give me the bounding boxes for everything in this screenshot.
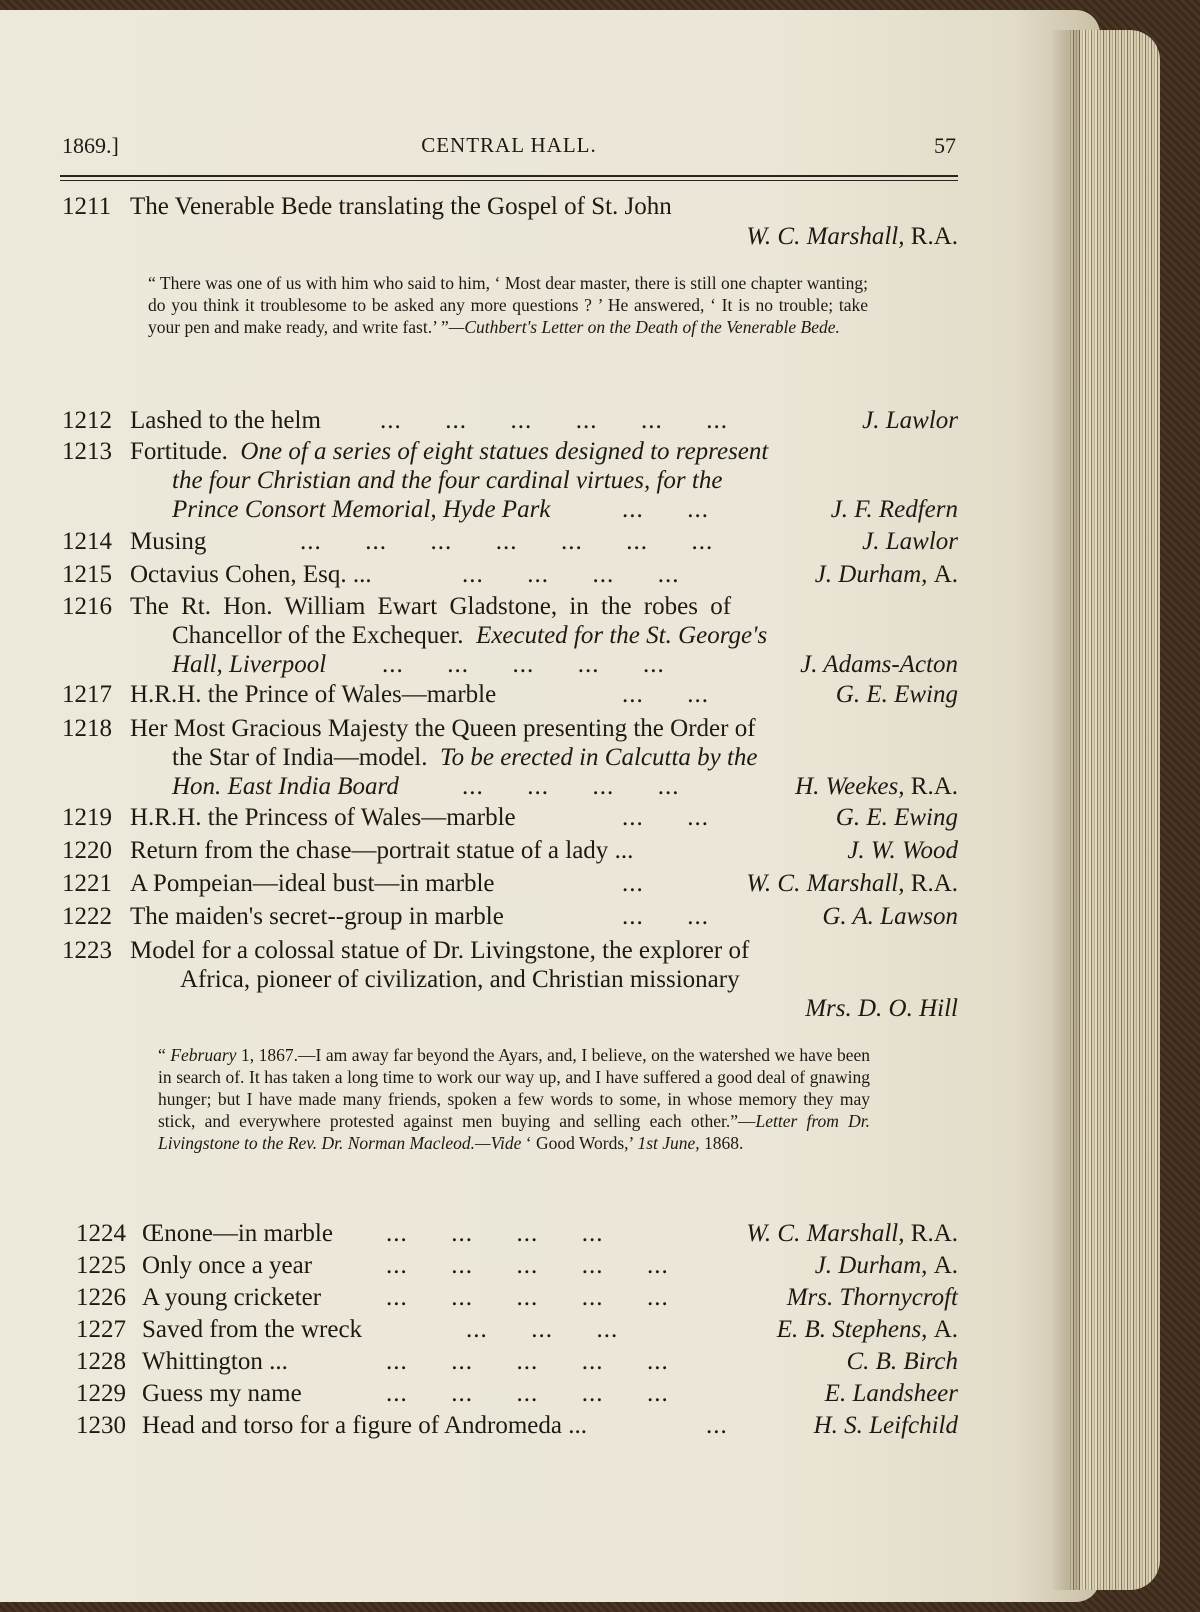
catalogue-entry: 1225 Only once a year ... ... ... ... ... J. Durham, A. (76, 1252, 958, 1279)
catalogue-entry: 1221 A Pompeian—ideal bust—in marble ... W. C. Marshall, R.A. (62, 870, 958, 897)
page-number: 57 (934, 133, 956, 158)
bede-quote: “ There was one of us with him who said to him, ‘ Most dear master, there is still one chapter wanting; do you think it troublesome to be asked any more questions ? ’ He answered, ‘ It is no trouble; take your pen and make ready, and write fast.’ ”—Cuthbert's Letter on the Death of the Venerable Bede. (148, 273, 868, 337)
header-rule (60, 175, 958, 177)
header-title: CENTRAL HALL. (421, 133, 597, 157)
header-year: 1869.] (62, 133, 119, 158)
livingstone-quote: “ February 1, 1867.—I am away far beyond the Ayars, and, I believe, on the watershed we have been in search of. It has taken a long time to work our way up, and I have suffered a good deal of gnawing hunger; but I have made many friends, spoken a few words to some, in whose memory they may stick, and everywhere protested against men buying and selling each other.”—Letter from Dr. Livingstone to the Rev. Dr. Norman Macleod.—Vide ‘ Good Words,’ 1st June, 1868. (158, 1045, 871, 1153)
catalogue-entry: 1216 The Rt. Hon. William Ewart Gladstone, in the robes of Chancellor of the Exchequer. Executed for the St. George's Hall, Liverpool ... ... ... ... ... J. Adams-Acton (62, 593, 958, 678)
entry-artist: W. C. Marshall, R.A. (746, 223, 958, 250)
catalogue-entry: 1222 The maiden's secret--group in marble ... ... G. A. Lawson (62, 903, 958, 930)
catalogue-entry: 1230 Head and torso for a figure of Andromeda ... ... H. S. Leifchild (76, 1412, 958, 1439)
catalogue-entry: 1219 H.R.H. the Princess of Wales—marble ... ... G. E. Ewing (62, 804, 958, 831)
catalogue-entry: 1224 Œnone—in marble ... ... ... ... W. C. Marshall, R.A. (76, 1220, 958, 1247)
catalogue-entry: 1220 Return from the chase—portrait statue of a lady ... J. W. Wood (62, 837, 958, 864)
running-header (62, 133, 956, 167)
entry-number: 1211 (62, 193, 112, 220)
catalogue-entry: 1226 A young cricketer ... ... ... ... ... Mrs. Thornycroft (76, 1284, 958, 1311)
catalogue-entry: 1218 Her Most Gracious Majesty the Queen presenting the Order of the Star of India—model. To be erected in Calcutta by the Hon. East India Board ... ... ... ... H. Weekes, R.A. (62, 715, 958, 800)
catalogue-entry: 1223 Model for a colossal statue of Dr. Livingstone, the explorer of Africa, pioneer of civilization, and Christian missionary Mrs. D. O. Hill (62, 937, 958, 1022)
page-edge-shadow (1050, 30, 1080, 1590)
catalogue-entry: 1229 Guess my name ... ... ... ... ... E. Landsheer (76, 1380, 958, 1407)
catalogue-entry: 1228 Whittington ... ... ... ... ... ... C. B. Birch (76, 1348, 958, 1375)
entry-title: The Venerable Bede translating the Gospel of St. John (130, 193, 672, 220)
catalogue-entry: 1212 Lashed to the helm ... ... ... ... ... ... J. Lawlor (62, 407, 958, 434)
catalogue-entry: 1227 Saved from the wreck ... ... ... E. B. Stephens, A. (76, 1316, 958, 1343)
page-edges (1068, 30, 1160, 1590)
catalogue-entry (62, 192, 958, 252)
catalogue-entry: 1215 Octavius Cohen, Esq. ... ... ... ... ... J. Durham, A. (62, 561, 958, 588)
catalogue-entry: 1217 H.R.H. the Prince of Wales—marble ... ... G. E. Ewing (62, 681, 958, 708)
catalogue-entry: 1213 Fortitude. One of a series of eight statues designed to represent the four Christian and the four cardinal virtues, for the Prince Consort Memorial, Hyde Park ... ... J. F. Redfern (62, 438, 958, 523)
header-rule-thin (60, 180, 958, 181)
catalogue-entry: 1214 Musing ... ... ... ... ... ... ... J. Lawlor (62, 528, 958, 555)
